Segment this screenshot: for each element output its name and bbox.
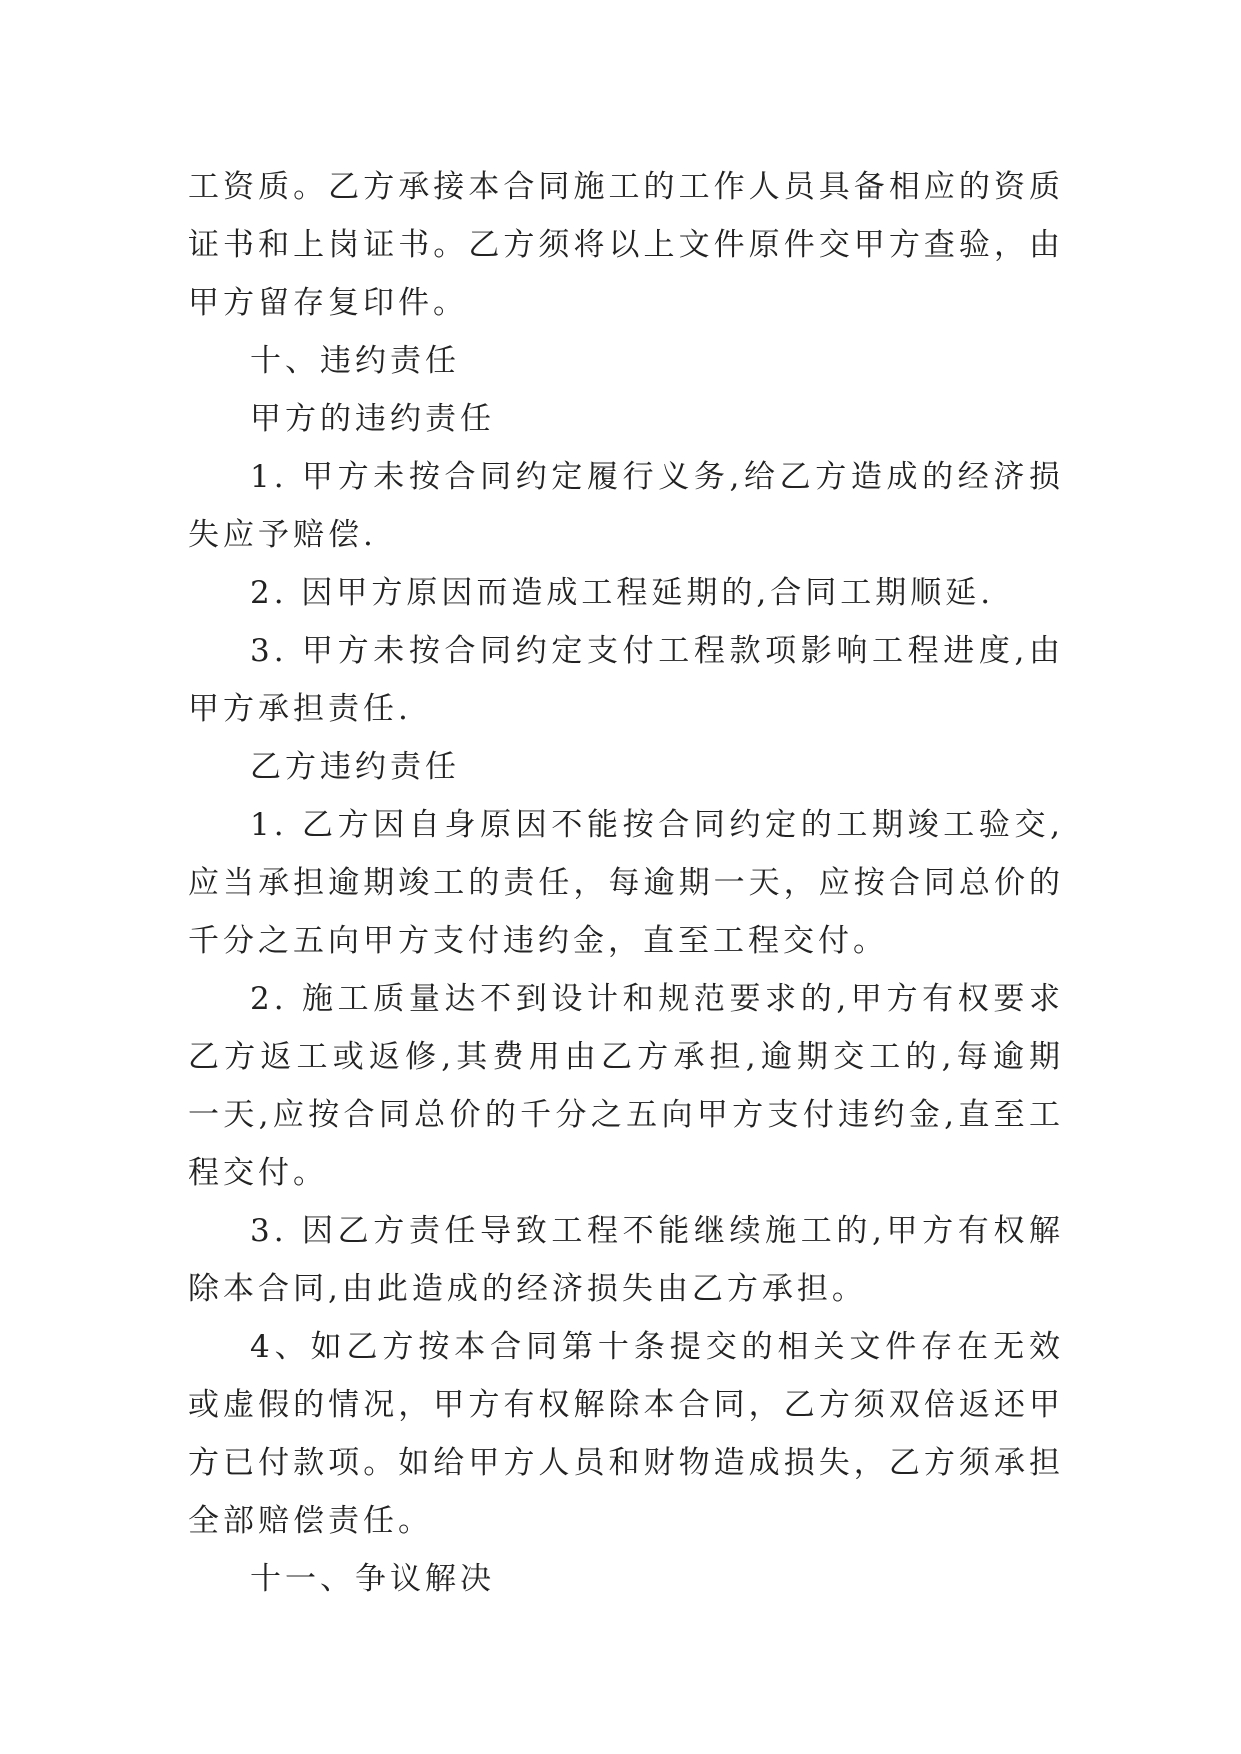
party-b-item-1: 1. 乙方因自身原因不能按合同约定的工期竣工验交,应当承担逾期竣工的责任，每逾期一天，应按合同总价的千分之五向甲方支付违约金，直至工程交付。 xyxy=(188,807,1064,959)
subheading-party-a-liability: 甲方的违约责任 xyxy=(250,401,495,437)
party-a-item-2: 2. 因甲方原因而造成工程延期的,合同工期顺延. xyxy=(250,575,995,611)
paragraph-continued-qualification: 工资质。乙方承接本合同施工的工作人员具备相应的资质证书和上岗证书。乙方须将以上文件原件交甲方查验，由甲方留存复印件。 xyxy=(188,169,1064,321)
section-heading-dispute-resolution: 十一、争议解决 xyxy=(250,1561,495,1597)
party-a-item-1: 1. 甲方未按合同约定履行义务,给乙方造成的经济损失应予赔偿. xyxy=(188,459,1064,553)
subheading-party-b-liability: 乙方违约责任 xyxy=(250,749,460,785)
party-b-item-4: 4、如乙方按本合同第十条提交的相关文件存在无效或虚假的情况，甲方有权解除本合同，乙方须双倍返还甲方已付款项。如给甲方人员和财物造成损失，乙方须承担全部赔偿责任。 xyxy=(188,1329,1064,1539)
section-heading-breach-liability: 十、违约责任 xyxy=(250,343,460,379)
document-body xyxy=(188,158,1064,1608)
party-b-item-3: 3. 因乙方责任导致工程不能继续施工的,甲方有权解除本合同,由此造成的经济损失由乙方承担。 xyxy=(188,1213,1064,1307)
party-b-item-2: 2. 施工质量达不到设计和规范要求的,甲方有权要求乙方返工或返修,其费用由乙方承担,逾期交工的,每逾期一天,应按合同总价的千分之五向甲方支付违约金,直至工程交付。 xyxy=(188,981,1064,1191)
party-a-item-3: 3. 甲方未按合同约定支付工程款项影响工程进度,由甲方承担责任. xyxy=(188,633,1064,727)
